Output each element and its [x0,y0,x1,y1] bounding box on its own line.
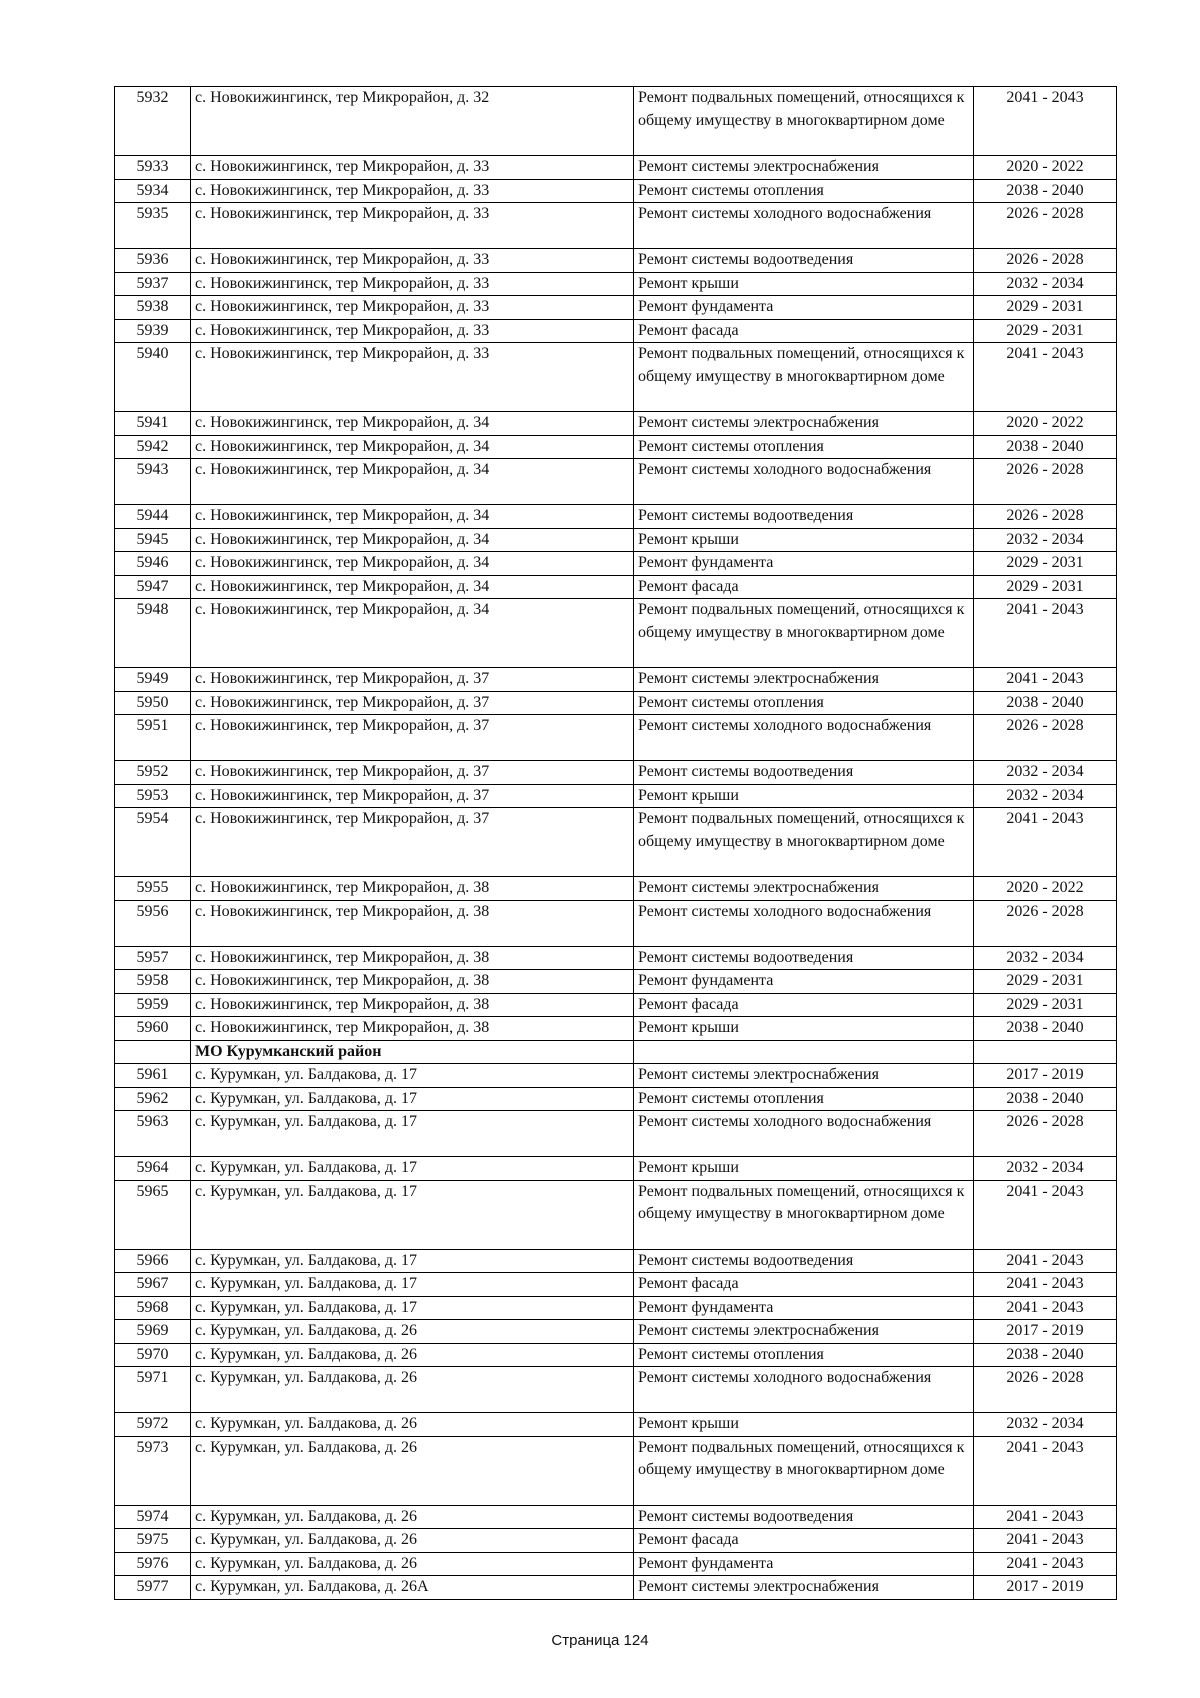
table-row [115,668,1117,692]
row-work-type: Ремонт крыши [634,1017,974,1041]
row-work-type: Ремонт системы водоотведения [634,1505,974,1529]
row-work-type: Ремонт системы отопления [634,691,974,715]
table-row [115,343,1117,412]
table-row [115,784,1117,808]
row-work-type: Ремонт крыши [634,272,974,296]
row-period: 2017 - 2019 [974,1064,1117,1088]
row-number: 5940 [115,343,191,412]
row-address: с. Новокижингинск, тер Микрорайон, д. 33 [191,156,634,180]
row-period: 2032 - 2034 [974,946,1117,970]
row-period: 2017 - 2019 [974,1576,1117,1600]
row-number: 5965 [115,1180,191,1249]
row-address: с. Новокижингинск, тер Микрорайон, д. 38 [191,1017,634,1041]
row-work-type: Ремонт подвальных помещений, относящихся к общему имуществу в многоквартирном доме [634,1436,974,1505]
row-work-type: Ремонт системы отопления [634,1087,974,1111]
row-work-type: Ремонт системы холодного водоснабжения [634,1367,974,1413]
table-row [115,599,1117,668]
row-period: 2038 - 2040 [974,691,1117,715]
row-number: 5945 [115,528,191,552]
row-number: 5941 [115,412,191,436]
row-period: 2026 - 2028 [974,505,1117,529]
row-address: с. Новокижингинск, тер Микрорайон, д. 33 [191,179,634,203]
table-row [115,1320,1117,1344]
row-number: 5975 [115,1529,191,1553]
row-work-type: Ремонт системы отопления [634,179,974,203]
row-work-type: Ремонт подвальных помещений, относящихся к общему имуществу в многоквартирном доме [634,599,974,668]
row-address: с. Новокижингинск, тер Микрорайон, д. 33 [191,249,634,273]
row-address: с. Курумкан, ул. Балдакова, д. 17 [191,1064,634,1088]
row-address: с. Новокижингинск, тер Микрорайон, д. 34 [191,435,634,459]
row-work-type: Ремонт системы электроснабжения [634,156,974,180]
row-number: 5954 [115,808,191,877]
row-work-type: Ремонт фундамента [634,296,974,320]
row-work-type: Ремонт крыши [634,1413,974,1437]
row-work-type: Ремонт системы холодного водоснабжения [634,1111,974,1157]
row-number: 5942 [115,435,191,459]
row-work-type: Ремонт фасада [634,993,974,1017]
row-work-type: Ремонт системы водоотведения [634,946,974,970]
row-work-type: Ремонт системы холодного водоснабжения [634,203,974,249]
row-period: 2038 - 2040 [974,179,1117,203]
row-number: 5955 [115,877,191,901]
row-work-type: Ремонт фасада [634,1529,974,1553]
row-address: с. Курумкан, ул. Балдакова, д. 17 [191,1111,634,1157]
row-period: 2032 - 2034 [974,784,1117,808]
row-work-type: Ремонт фундамента [634,1296,974,1320]
row-work-type: Ремонт системы электроснабжения [634,1576,974,1600]
table-row [115,970,1117,994]
row-address: с. Новокижингинск, тер Микрорайон, д. 38 [191,946,634,970]
table-row [115,179,1117,203]
row-number: 5977 [115,1576,191,1600]
row-number: 5946 [115,552,191,576]
row-work-type: Ремонт системы электроснабжения [634,1320,974,1344]
row-number: 5974 [115,1505,191,1529]
table-row [115,715,1117,761]
row-work-type: Ремонт системы холодного водоснабжения [634,715,974,761]
row-number: 5962 [115,1087,191,1111]
row-period: 2041 - 2043 [974,808,1117,877]
row-number: 5949 [115,668,191,692]
table-row [115,1180,1117,1249]
row-period: 2041 - 2043 [974,1529,1117,1553]
repair-schedule-table [114,86,1117,1600]
row-work-type: Ремонт системы водоотведения [634,505,974,529]
row-address: с. Новокижингинск, тер Микрорайон, д. 33 [191,319,634,343]
row-work-type: Ремонт фасада [634,1273,974,1297]
table-row [115,1576,1117,1600]
section-header-row [115,1040,1117,1064]
section-period-cell [974,1040,1117,1064]
row-address: с. Новокижингинск, тер Микрорайон, д. 34 [191,412,634,436]
row-number: 5969 [115,1320,191,1344]
row-address: с. Новокижингинск, тер Микрорайон, д. 33 [191,296,634,320]
table-row [115,1249,1117,1273]
table-row [115,993,1117,1017]
table-row [115,528,1117,552]
row-address: с. Новокижингинск, тер Микрорайон, д. 37 [191,715,634,761]
row-number: 5957 [115,946,191,970]
row-work-type: Ремонт фундамента [634,552,974,576]
row-period: 2020 - 2022 [974,412,1117,436]
row-address: с. Курумкан, ул. Балдакова, д. 17 [191,1180,634,1249]
table-row [115,459,1117,505]
row-address: с. Новокижингинск, тер Микрорайон, д. 32 [191,87,634,156]
row-period: 2026 - 2028 [974,1367,1117,1413]
row-work-type: Ремонт системы электроснабжения [634,877,974,901]
row-work-type: Ремонт системы электроснабжения [634,1064,974,1088]
row-work-type: Ремонт системы холодного водоснабжения [634,459,974,505]
row-number: 5938 [115,296,191,320]
row-address: с. Курумкан, ул. Балдакова, д. 26 [191,1320,634,1344]
row-number: 5952 [115,761,191,785]
table-row [115,1529,1117,1553]
row-period: 2026 - 2028 [974,1111,1117,1157]
row-period: 2032 - 2034 [974,272,1117,296]
row-number: 5963 [115,1111,191,1157]
row-address: с. Новокижингинск, тер Микрорайон, д. 37 [191,691,634,715]
row-number: 5933 [115,156,191,180]
table-row [115,412,1117,436]
row-address: с. Новокижингинск, тер Микрорайон, д. 33 [191,272,634,296]
table-row [115,1296,1117,1320]
row-address: с. Курумкан, ул. Балдакова, д. 17 [191,1157,634,1181]
row-address: с. Новокижингинск, тер Микрорайон, д. 33 [191,343,634,412]
row-work-type: Ремонт системы холодного водоснабжения [634,900,974,946]
row-number: 5971 [115,1367,191,1413]
row-address: с. Новокижингинск, тер Микрорайон, д. 37 [191,784,634,808]
row-address: с. Курумкан, ул. Балдакова, д. 17 [191,1249,634,1273]
row-number: 5972 [115,1413,191,1437]
row-work-type: Ремонт системы водоотведения [634,249,974,273]
row-period: 2032 - 2034 [974,528,1117,552]
table-row [115,946,1117,970]
row-address: с. Курумкан, ул. Балдакова, д. 26 [191,1552,634,1576]
row-period: 2029 - 2031 [974,552,1117,576]
row-work-type: Ремонт системы водоотведения [634,1249,974,1273]
row-address: с. Новокижингинск, тер Микрорайон, д. 38 [191,877,634,901]
row-number: 5934 [115,179,191,203]
row-work-type: Ремонт крыши [634,528,974,552]
row-period: 2017 - 2019 [974,1320,1117,1344]
row-address: с. Новокижингинск, тер Микрорайон, д. 34 [191,459,634,505]
row-address: с. Новокижингинск, тер Микрорайон, д. 38 [191,970,634,994]
row-address: с. Курумкан, ул. Балдакова, д. 26 [191,1505,634,1529]
table-row [115,1367,1117,1413]
table-row [115,1111,1117,1157]
section-title: МО Курумканский район [191,1040,634,1064]
row-address: с. Курумкан, ул. Балдакова, д. 26А [191,1576,634,1600]
row-address: с. Новокижингинск, тер Микрорайон, д. 38 [191,993,634,1017]
row-period: 2041 - 2043 [974,1180,1117,1249]
row-period: 2020 - 2022 [974,156,1117,180]
table-row [115,1157,1117,1181]
row-period: 2038 - 2040 [974,1343,1117,1367]
row-number: 5939 [115,319,191,343]
row-address: с. Новокижингинск, тер Микрорайон, д. 34 [191,575,634,599]
row-number: 5935 [115,203,191,249]
row-number: 5960 [115,1017,191,1041]
row-period: 2038 - 2040 [974,1017,1117,1041]
row-address: с. Курумкан, ул. Балдакова, д. 26 [191,1436,634,1505]
row-period: 2041 - 2043 [974,1273,1117,1297]
row-period: 2041 - 2043 [974,1552,1117,1576]
table-row [115,1552,1117,1576]
row-number: 5958 [115,970,191,994]
row-address: с. Курумкан, ул. Балдакова, д. 17 [191,1273,634,1297]
row-work-type: Ремонт крыши [634,1157,974,1181]
row-number: 5956 [115,900,191,946]
row-period: 2041 - 2043 [974,599,1117,668]
row-period: 2038 - 2040 [974,435,1117,459]
row-address: с. Курумкан, ул. Балдакова, д. 26 [191,1413,634,1437]
row-work-type: Ремонт системы электроснабжения [634,412,974,436]
section-work-cell [634,1040,974,1064]
row-number: 5943 [115,459,191,505]
row-address: с. Курумкан, ул. Балдакова, д. 17 [191,1087,634,1111]
row-work-type: Ремонт системы отопления [634,435,974,459]
row-number: 5953 [115,784,191,808]
row-period: 2041 - 2043 [974,87,1117,156]
row-work-type: Ремонт подвальных помещений, относящихся к общему имуществу в многоквартирном доме [634,87,974,156]
row-period: 2038 - 2040 [974,1087,1117,1111]
row-number: 5970 [115,1343,191,1367]
row-period: 2029 - 2031 [974,970,1117,994]
page-number: Страница 124 [551,1632,649,1649]
table-row [115,691,1117,715]
table-row [115,249,1117,273]
table-row [115,1505,1117,1529]
row-number: 5951 [115,715,191,761]
table-row [115,1413,1117,1437]
table-row [115,435,1117,459]
row-period: 2026 - 2028 [974,203,1117,249]
row-period: 2026 - 2028 [974,900,1117,946]
table-row [115,575,1117,599]
row-number: 5967 [115,1273,191,1297]
row-period: 2026 - 2028 [974,459,1117,505]
table-row [115,1436,1117,1505]
row-number: 5950 [115,691,191,715]
row-number: 5964 [115,1157,191,1181]
row-number: 5976 [115,1552,191,1576]
row-period: 2029 - 2031 [974,575,1117,599]
row-period: 2020 - 2022 [974,877,1117,901]
table-row [115,1343,1117,1367]
row-work-type: Ремонт фасада [634,575,974,599]
table-row [115,877,1117,901]
row-address: с. Новокижингинск, тер Микрорайон, д. 33 [191,203,634,249]
row-address: с. Курумкан, ул. Балдакова, д. 26 [191,1529,634,1553]
row-address: с. Курумкан, ул. Балдакова, д. 17 [191,1296,634,1320]
table-row [115,552,1117,576]
row-number: 5961 [115,1064,191,1088]
row-number: 5968 [115,1296,191,1320]
row-address: с. Новокижингинск, тер Микрорайон, д. 37 [191,808,634,877]
row-work-type: Ремонт подвальных помещений, относящихся к общему имуществу в многоквартирном доме [634,1180,974,1249]
row-period: 2041 - 2043 [974,1436,1117,1505]
row-number: 5932 [115,87,191,156]
row-work-type: Ремонт фундамента [634,970,974,994]
row-period: 2041 - 2043 [974,1505,1117,1529]
row-period: 2041 - 2043 [974,668,1117,692]
row-address: с. Курумкан, ул. Балдакова, д. 26 [191,1367,634,1413]
row-work-type: Ремонт системы водоотведения [634,761,974,785]
table-row [115,761,1117,785]
table-row [115,296,1117,320]
table-body [115,87,1117,1600]
table-row [115,203,1117,249]
table-row [115,272,1117,296]
table-row [115,319,1117,343]
row-period: 2029 - 2031 [974,319,1117,343]
row-number: 5948 [115,599,191,668]
row-work-type: Ремонт фундамента [634,1552,974,1576]
row-work-type: Ремонт фасада [634,319,974,343]
row-number: 5947 [115,575,191,599]
row-period: 2041 - 2043 [974,343,1117,412]
row-work-type: Ремонт подвальных помещений, относящихся к общему имуществу в многоквартирном доме [634,808,974,877]
row-period: 2026 - 2028 [974,715,1117,761]
row-period: 2032 - 2034 [974,1413,1117,1437]
row-number: 5936 [115,249,191,273]
table-row [115,87,1117,156]
row-number: 5966 [115,1249,191,1273]
row-address: с. Новокижингинск, тер Микрорайон, д. 38 [191,900,634,946]
row-work-type: Ремонт подвальных помещений, относящихся к общему имуществу в многоквартирном доме [634,343,974,412]
table-row [115,900,1117,946]
row-work-type: Ремонт системы электроснабжения [634,668,974,692]
section-num-cell [115,1040,191,1064]
table-row [115,1017,1117,1041]
row-work-type: Ремонт системы отопления [634,1343,974,1367]
table-row [115,156,1117,180]
row-address: с. Новокижингинск, тер Микрорайон, д. 34 [191,505,634,529]
row-address: с. Новокижингинск, тер Микрорайон, д. 37 [191,668,634,692]
row-number: 5959 [115,993,191,1017]
row-period: 2032 - 2034 [974,761,1117,785]
row-address: с. Новокижингинск, тер Микрорайон, д. 34 [191,552,634,576]
table-row [115,1273,1117,1297]
row-address: с. Курумкан, ул. Балдакова, д. 26 [191,1343,634,1367]
table-row [115,1064,1117,1088]
row-number: 5944 [115,505,191,529]
row-period: 2041 - 2043 [974,1296,1117,1320]
row-address: с. Новокижингинск, тер Микрорайон, д. 34 [191,528,634,552]
row-period: 2026 - 2028 [974,249,1117,273]
table-row [115,1087,1117,1111]
table-row [115,808,1117,877]
row-number: 5973 [115,1436,191,1505]
row-number: 5937 [115,272,191,296]
row-period: 2032 - 2034 [974,1157,1117,1181]
row-period: 2029 - 2031 [974,296,1117,320]
row-period: 2029 - 2031 [974,993,1117,1017]
table-row [115,505,1117,529]
row-period: 2041 - 2043 [974,1249,1117,1273]
row-work-type: Ремонт крыши [634,784,974,808]
row-address: с. Новокижингинск, тер Микрорайон, д. 34 [191,599,634,668]
row-address: с. Новокижингинск, тер Микрорайон, д. 37 [191,761,634,785]
